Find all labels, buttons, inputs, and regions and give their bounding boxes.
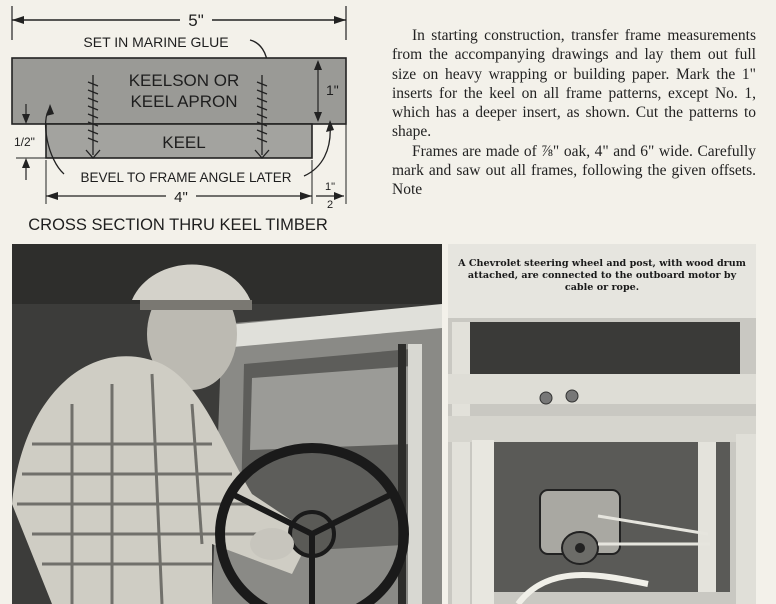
dim-left-label: 1/2": [14, 135, 35, 149]
keel-cross-section-diagram: [0, 0, 370, 240]
article-paragraph-2: Frames are made of ⅞" oak, 4" and 6" wide. Carefully mark and saw out all frames, following the given offsets. Note: [392, 142, 756, 199]
dim-small-bottom: 2: [326, 199, 334, 211]
glue-label: SET IN MARINE GLUE: [83, 34, 229, 50]
dim-bottom-label: 4": [174, 189, 188, 206]
photo-steering-mechanism: [448, 244, 756, 604]
keel-diagram-svg: [0, 0, 370, 240]
photo-caption: A Chevrolet steering wheel and post, with wood drum attached, are connected to the outboard motor by cable or rope.: [458, 258, 746, 293]
dim-small-top: 1": [324, 181, 336, 193]
photo-left-illustration: [12, 244, 442, 604]
photo-right-illustration: [448, 244, 756, 604]
dim-top-label: 5": [188, 11, 204, 30]
keelson-label-line2: KEEL APRON: [130, 92, 238, 111]
diagram-title: CROSS SECTION THRU KEEL TIMBER: [28, 216, 328, 234]
keel-label: KEEL: [162, 133, 206, 152]
photo-man-steering-wheel: [12, 244, 442, 604]
bevel-label: BEVEL TO FRAME ANGLE LATER: [80, 170, 292, 185]
article-text: [392, 26, 756, 200]
keelson-block: [12, 58, 346, 124]
article-paragraph-1: In starting construction, transfer frame measurements from the accompanying drawings and lay them out full size on heavy wrapping or building paper. Mark the 1" inserts for the keel on all frame patterns, except No. 1, which has a deeper insert, as shown. Cut the patterns to shape.: [392, 27, 756, 141]
dim-right-label: 1": [326, 82, 339, 98]
keelson-label-line1: KEELSON OR: [128, 71, 240, 90]
